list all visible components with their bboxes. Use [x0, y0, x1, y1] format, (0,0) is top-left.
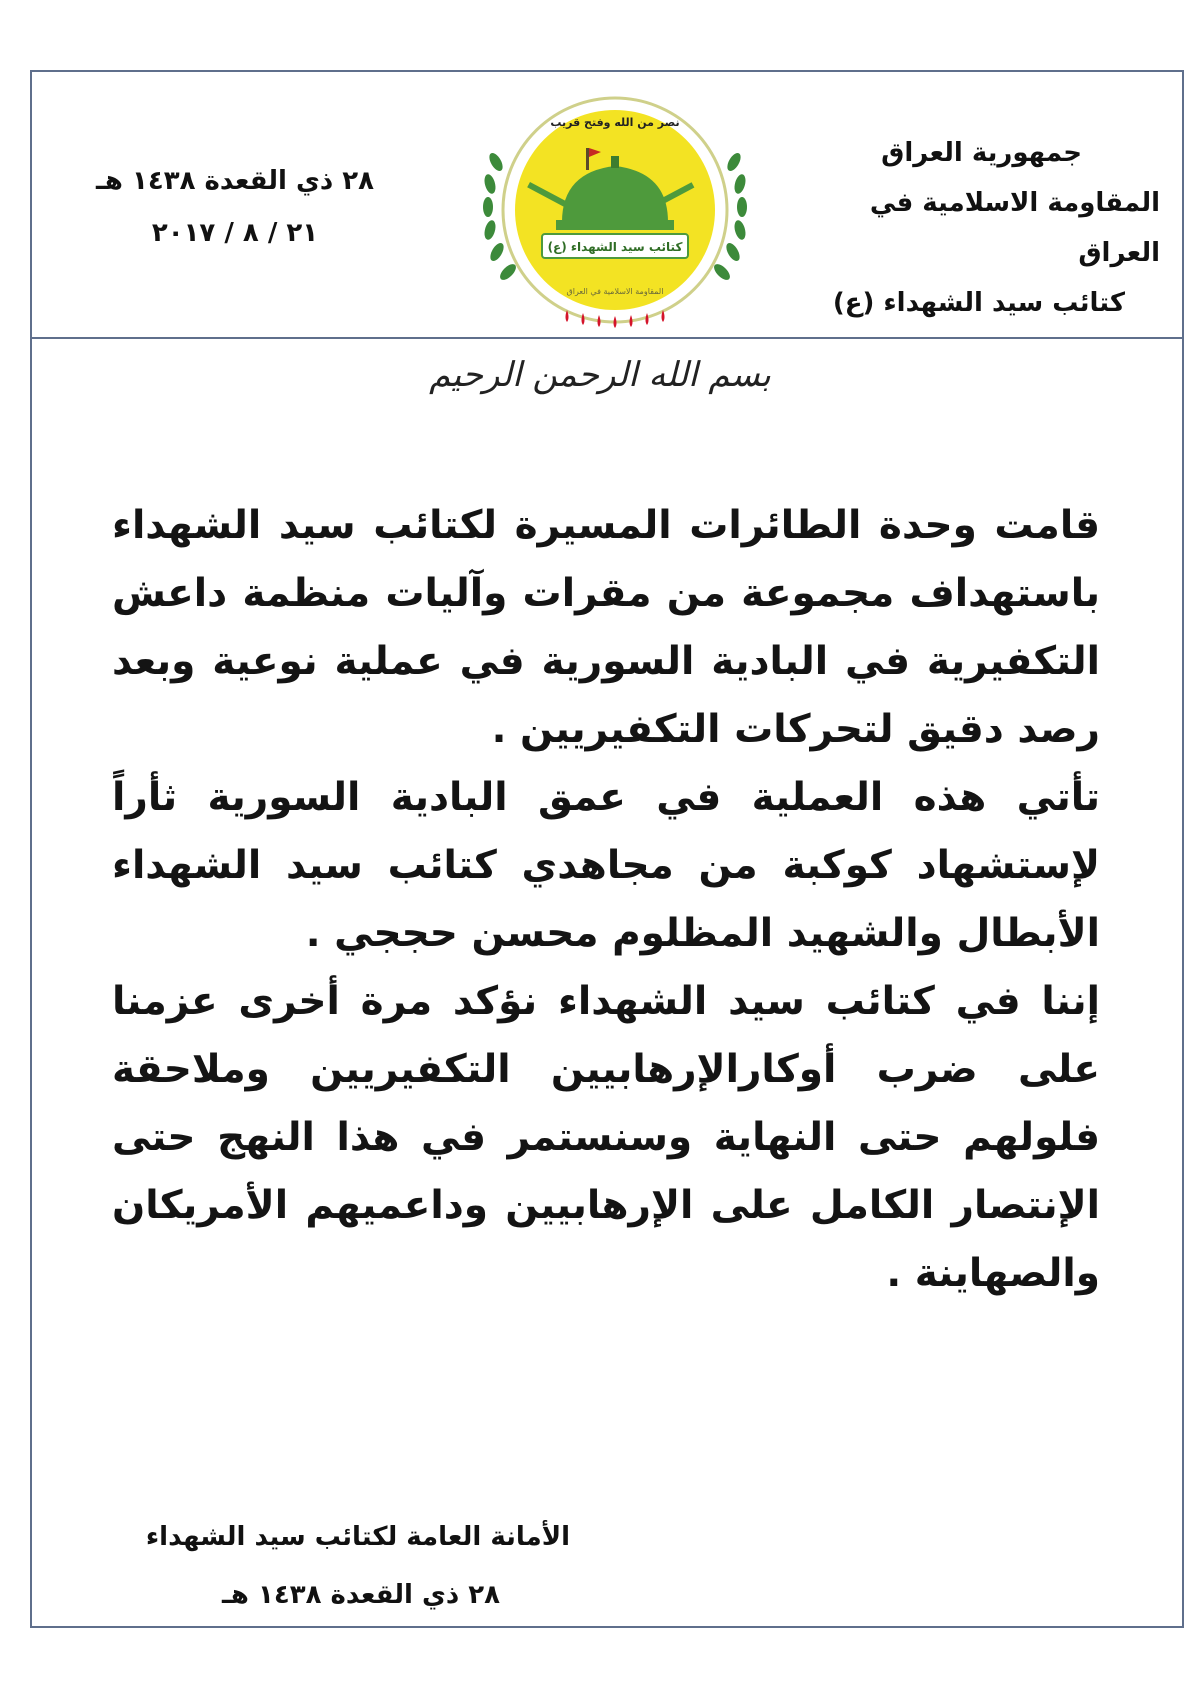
signature-title: الأمانة العامة لكتائب سيد الشهداء [145, 1522, 570, 1552]
statement-paragraph: قامت وحدة الطائرات المسيرة لكتائب سيد الشهداء باستهداف مجموعة من مقرات وآليات منظمة داعش التكفيرية في البادية السورية في عملية نوعية وبعد رصد دقيق لتحركات التكفيريين . [112, 503, 1100, 752]
date-gregorian: ٢١ / ٨ / ٢٠١٧ [151, 218, 319, 248]
statement-paragraph: إننا في كتائب سيد الشهداء نؤكد مرة أخرى عزمنا على ضرب أوكارالإرهابيين التكفيريين وملاحقة فلولهم حتى النهاية وسنستمر في هذا النهج حتى الإنتصار الكامل على الإرهابيين وداعميهم الأمريكان والصهاينة . [112, 979, 1100, 1296]
header-divider [30, 337, 1184, 339]
logo-bottom-text: المقاومة الاسلامية في العراق [566, 287, 664, 296]
signature-date: ٢٨ ذي القعدة ١٤٣٨ هـ [222, 1580, 500, 1610]
statement-paragraph: تأتي هذه العملية في عمق البادية السورية ثأراً لإستشهاد كوكبة من مجاهدي كتائب سيد الشهداء الأبطال والشهيد المظلوم محسن حججي . [112, 775, 1100, 956]
org-line-resistance: المقاومة الاسلامية في العراق [869, 188, 1160, 268]
signature-block [110, 1508, 570, 1624]
logo-banner-text: كتائب سيد الشهداء (ع) [547, 240, 683, 254]
basmala: بسم الله الرحمن الرحيم [429, 355, 771, 395]
brigades-logo [470, 82, 760, 332]
date-hijri: ٢٨ ذي القعدة ١٤٣٨ هـ [96, 166, 374, 196]
organization-block [780, 128, 1160, 328]
statement-body [112, 492, 1100, 1308]
date-block [70, 155, 400, 259]
org-line-country: جمهورية العراق [881, 138, 1082, 168]
org-line-brigades: كتائب سيد الشهداء (ع) [832, 288, 1125, 318]
logo-top-text: نصر من الله وفتح قريب [550, 116, 680, 129]
